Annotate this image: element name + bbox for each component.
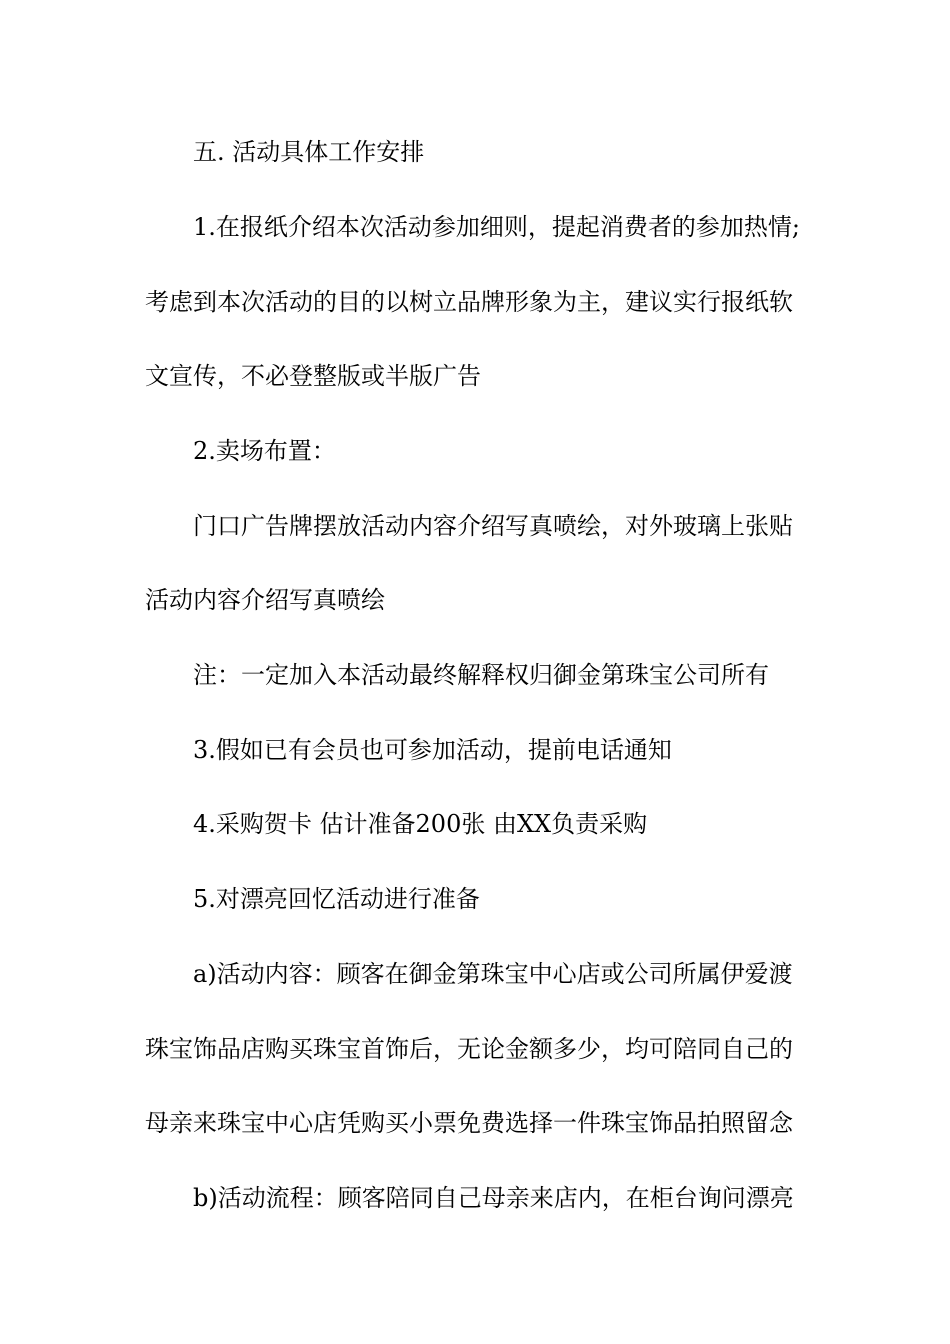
section-heading: 五. 活动具体工作安排 — [193, 138, 425, 166]
paragraph-line: 2.卖场布置： — [193, 437, 336, 465]
paragraph-line: 文宣传，不必登整版或半版广告 — [145, 362, 481, 390]
paragraph-line: 考虑到本次活动的目的以树立品牌形象为主，建议实行报纸软 — [145, 288, 793, 316]
paragraph-line: 母亲来珠宝中心店凭购买小票免费选择一件珠宝饰品拍照留念 — [145, 1109, 793, 1137]
paragraph-line: 门口广告牌摆放活动内容介绍写真喷绘，对外玻璃上张贴 — [193, 512, 793, 540]
note-line: 注：一定加入本活动最终解释权归御金第珠宝公司所有 — [193, 661, 769, 689]
paragraph-line: 珠宝饰品店购买珠宝首饰后，无论金额多少，均可陪同自己的 — [145, 1035, 793, 1063]
paragraph-line: 1.在报纸介绍本次活动参加细则，提起消费者的参加热情; — [193, 213, 800, 241]
paragraph-line: 3.假如已有会员也可参加活动，提前电话通知 — [193, 736, 672, 764]
paragraph-line: b)活动流程：顾客陪同自己母亲来店内，在柜台询问漂亮 — [193, 1184, 794, 1212]
paragraph-line: a)活动内容：顾客在御金第珠宝中心店或公司所属伊爱渡 — [193, 960, 793, 988]
paragraph-line: 活动内容介绍写真喷绘 — [145, 586, 385, 614]
paragraph-line: 5.对漂亮回忆活动进行准备 — [193, 885, 480, 913]
paragraph-line: 4.采购贺卡 估计准备200张 由XX负责采购 — [193, 810, 648, 838]
